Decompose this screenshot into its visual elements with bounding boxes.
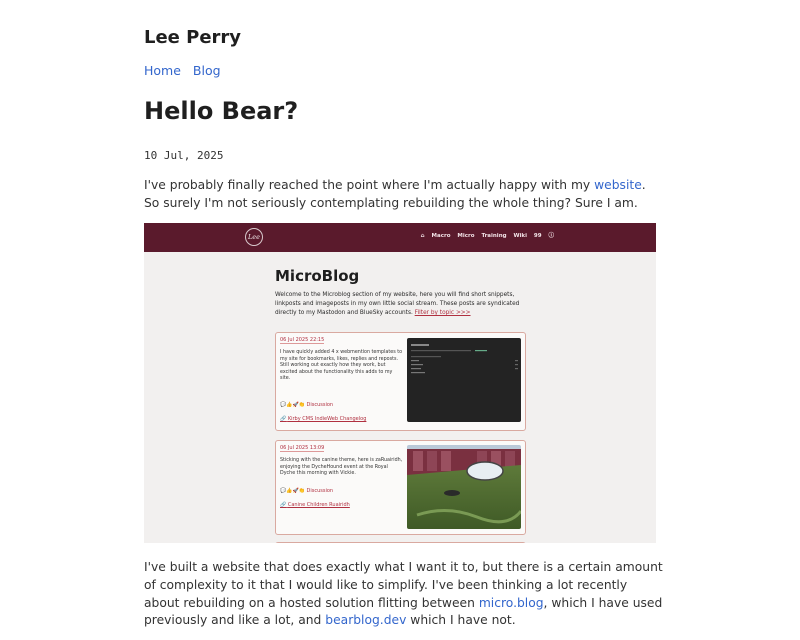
- screenshot-nav-quote: 99: [533, 233, 542, 239]
- card-date: 06 Jul 2025 22:15: [280, 337, 325, 343]
- reactions-icon: 💬👍🚀👏: [280, 402, 305, 408]
- screenshot-content: [275, 267, 526, 508]
- screenshot-nav-training: Training: [481, 233, 507, 239]
- screenshot-filter-link: Filter by topic >>>: [414, 310, 471, 316]
- post-screenshot-image: [144, 223, 656, 543]
- post-title: Hello Bear?: [144, 97, 299, 125]
- screenshot-logo: Lee: [245, 228, 263, 246]
- paragraph-text: I've probably finally reached the point where I'm actually happy with my: [144, 178, 595, 192]
- card-link-label: Canine Children Ruairidh: [287, 502, 350, 508]
- screenshot-card: [275, 440, 526, 535]
- screenshot-intro-text: Welcome to the Microblog section of my website, here you will find short snippets, linkposts and imageposts in my own little social stream. These posts are syndicated directly to my Mastodon and BlueSky accounts.: [275, 292, 520, 316]
- site-nav: [144, 63, 229, 78]
- card-text: I have quickly added 4 x webmention templates to my site for bookmarks, likes, replies and reposts. Still working out exactly how they work, but excited about the functionality this adds to my site.: [280, 350, 403, 382]
- paragraph-text: which I have not.: [406, 613, 516, 628]
- card-discussion-label: Discussion: [306, 402, 334, 408]
- paragraph-body: [144, 559, 664, 630]
- screenshot-header-bar: [144, 223, 656, 252]
- bearblog-link[interactable]: bearblog.dev: [325, 613, 407, 628]
- card-discussion-label: Discussion: [306, 488, 334, 494]
- card-text: Sticking with the canine theme, here is zaRuairidh, enjoying the DycheHound event at the Royal Dyche this morning with Vickie.: [280, 458, 403, 477]
- card-dark-screenshot: [407, 338, 521, 422]
- screenshot-card: [275, 332, 526, 431]
- post-date: 10 Jul, 2025: [144, 149, 224, 162]
- reactions-icon: 💬👍🚀👏: [280, 488, 305, 494]
- dog-on-grass-photo: [407, 445, 521, 529]
- paragraph-text: , which I have used previously and like a lot, and: [144, 595, 663, 628]
- paragraph-text: . So surely I'm not seriously contemplating rebuilding the whole thing? Sure I am.: [144, 178, 646, 210]
- screenshot-heading: MicroBlog: [275, 267, 360, 285]
- screenshot-nav-wiki: Wiki: [513, 233, 527, 239]
- home-icon: ⌂: [420, 233, 425, 239]
- code-editor-graphic: [407, 338, 521, 422]
- nav-home-link[interactable]: Home: [144, 63, 181, 78]
- microblog-link[interactable]: micro.blog: [478, 595, 544, 610]
- site-title[interactable]: Lee Perry: [144, 27, 242, 48]
- card-discussion: [280, 488, 333, 494]
- screenshot-intro: [275, 291, 526, 318]
- website-link[interactable]: website: [594, 178, 642, 192]
- paragraph-intro: [144, 177, 664, 213]
- card-link: [280, 416, 366, 422]
- info-icon: ⓘ: [548, 233, 554, 239]
- screenshot-card: [275, 542, 526, 543]
- card-link: [280, 502, 350, 508]
- screenshot-nav-micro: Micro: [457, 233, 475, 239]
- screenshot-nav-macro: Macro: [431, 233, 451, 239]
- card-link-label: Kirby CMS IndieWeb Changelog: [287, 416, 367, 422]
- screenshot-nav: [416, 231, 554, 239]
- link-icon: 🔗: [280, 502, 287, 508]
- link-icon: 🔗: [280, 416, 287, 422]
- card-dog-photo: [407, 445, 521, 529]
- paragraph-text: I've built a website that does exactly what I want it to, but there is a certain amount of complexity to it that I would like to simplify. I've been thinking a lot recently about rebuilding on a hosted solution flitting between: [144, 560, 663, 610]
- nav-blog-link[interactable]: Blog: [192, 63, 221, 78]
- card-date: 06 Jul 2025 13:09: [280, 445, 325, 451]
- card-discussion: [280, 402, 333, 408]
